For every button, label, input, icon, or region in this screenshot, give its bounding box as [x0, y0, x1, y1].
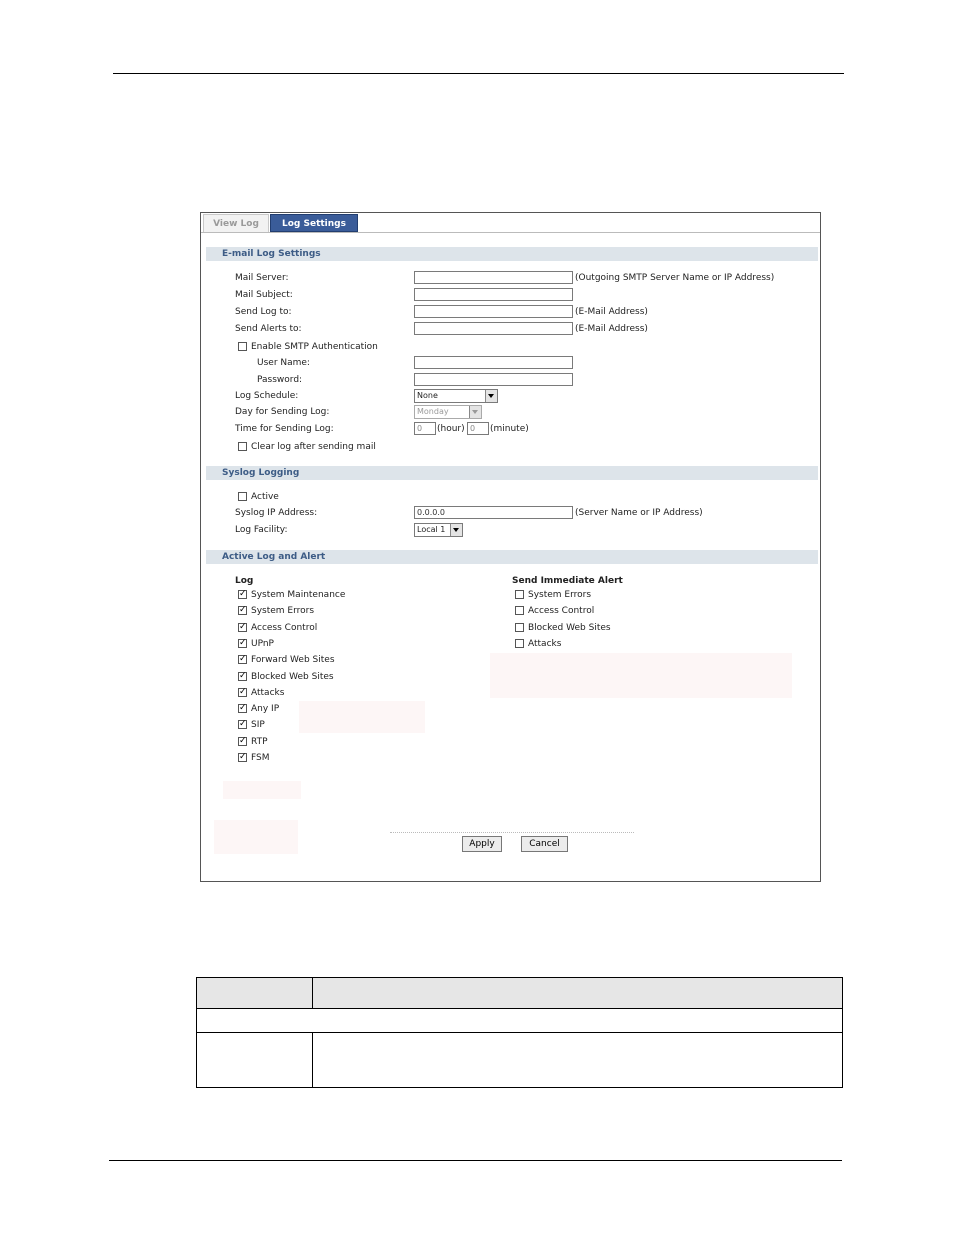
smtp-auth-checkbox[interactable]	[238, 342, 247, 351]
alert-item-label: Blocked Web Sites	[528, 622, 611, 633]
log-item-checkbox[interactable]: ✓	[239, 670, 247, 681]
table-header-cell	[313, 978, 843, 1009]
table-row	[197, 1009, 843, 1033]
table-row	[197, 1033, 843, 1088]
tab-bar	[201, 213, 820, 233]
log-schedule-label: Log Schedule:	[235, 391, 299, 401]
user-name-input[interactable]	[414, 356, 573, 369]
blank-region	[223, 781, 301, 799]
table-cell	[313, 1033, 843, 1088]
send-log-to-hint: (E-Mail Address)	[575, 307, 648, 317]
chevron-down-icon	[485, 390, 497, 402]
log-item-label: Access Control	[251, 622, 318, 633]
log-item-checkbox[interactable]: ✓	[239, 621, 247, 632]
log-facility-label: Log Facility:	[235, 525, 288, 535]
log-item-checkbox[interactable]: ✓	[239, 686, 247, 697]
apply-button[interactable]: Apply	[462, 836, 502, 852]
syslog-ip-input[interactable]	[414, 506, 573, 519]
tab-log-settings[interactable]: Log Settings	[270, 214, 358, 232]
log-column-header: Log	[235, 576, 254, 586]
log-item-label: Attacks	[251, 687, 285, 698]
day-for-sending-select[interactable]	[414, 405, 482, 419]
log-item-checkbox[interactable]: ✓	[239, 735, 247, 746]
alert-item-label: Access Control	[528, 606, 595, 617]
chevron-down-icon	[450, 524, 462, 536]
header-rule	[113, 73, 844, 74]
password-input[interactable]	[414, 373, 573, 386]
mail-server-hint: (Outgoing SMTP Server Name or IP Address)	[575, 273, 775, 283]
syslog-active-label: Active	[251, 492, 279, 502]
time-for-sending-label: Time for Sending Log:	[235, 424, 334, 434]
day-for-sending-value: Monday	[417, 407, 449, 416]
chevron-down-icon	[469, 406, 481, 418]
syslog-section-header: Syslog Logging	[206, 466, 818, 480]
alert-item-checkbox[interactable]	[515, 590, 524, 599]
footer-rule	[109, 1160, 842, 1161]
alert-item-label: Attacks	[528, 638, 562, 649]
send-alerts-to-input[interactable]	[414, 322, 573, 335]
minute-unit-label: (minute)	[490, 424, 529, 434]
email-section-header: E-mail Log Settings	[206, 247, 818, 261]
log-item-checkbox[interactable]: ✓	[239, 703, 247, 714]
log-facility-select[interactable]	[414, 523, 463, 537]
minute-input[interactable]	[467, 422, 489, 435]
mail-server-input[interactable]	[414, 271, 573, 284]
table-header-cell	[197, 978, 313, 1009]
log-item-checkbox[interactable]: ✓	[239, 637, 247, 648]
table-cell	[197, 1009, 843, 1033]
log-item-label: SIP	[251, 720, 265, 731]
blank-region	[490, 653, 792, 698]
mail-subject-input[interactable]	[414, 288, 573, 301]
alert-section-header: Active Log and Alert	[206, 550, 818, 564]
alert-column-header: Send Immediate Alert	[512, 576, 623, 586]
log-item-checkbox[interactable]: ✓	[239, 752, 247, 762]
log-item-checkbox[interactable]: ✓	[239, 719, 247, 730]
cancel-button[interactable]: Cancel	[521, 836, 568, 852]
alert-item-checkbox[interactable]	[515, 623, 524, 632]
log-settings-screenshot	[200, 212, 821, 882]
clear-log-label: Clear log after sending mail	[251, 442, 376, 452]
table-header-row	[197, 978, 843, 1009]
alert-item-checkbox[interactable]	[515, 639, 524, 648]
log-schedule-select[interactable]	[414, 389, 498, 403]
description-table	[196, 977, 843, 1088]
log-item-checkbox[interactable]: ✓	[239, 605, 247, 616]
log-item-label: FSM	[251, 753, 270, 763]
tab-view-log[interactable]: View Log	[203, 214, 269, 232]
day-for-sending-label: Day for Sending Log:	[235, 407, 330, 417]
mail-server-label: Mail Server:	[235, 273, 289, 283]
log-item-label: Any IP	[251, 704, 280, 715]
blank-region	[299, 701, 425, 733]
table-cell	[197, 1033, 313, 1088]
log-item-label: RTP	[251, 736, 268, 747]
password-label: Password:	[257, 375, 303, 385]
send-log-to-label: Send Log to:	[235, 307, 292, 317]
send-alerts-to-label: Send Alerts to:	[235, 324, 302, 334]
send-alerts-to-hint: (E-Mail Address)	[575, 324, 648, 334]
log-item-label: System Maintenance	[251, 590, 346, 600]
send-log-to-input[interactable]	[414, 305, 573, 318]
hour-input[interactable]	[414, 422, 436, 435]
separator-line	[390, 832, 634, 833]
syslog-active-checkbox[interactable]	[238, 492, 247, 501]
clear-log-checkbox[interactable]	[238, 442, 247, 451]
log-item-checkbox[interactable]: ✓	[239, 654, 247, 665]
log-item-label: Blocked Web Sites	[251, 671, 334, 682]
hour-unit-label: (hour)	[437, 424, 465, 434]
log-item-label: UPnP	[251, 638, 274, 649]
alert-item-checkbox[interactable]	[515, 606, 524, 615]
log-item-label: Forward Web Sites	[251, 655, 335, 666]
mail-subject-label: Mail Subject:	[235, 290, 293, 300]
smtp-auth-label: Enable SMTP Authentication	[251, 342, 378, 352]
user-name-label: User Name:	[257, 358, 310, 368]
log-item-label: System Errors	[251, 606, 315, 617]
blank-region	[214, 820, 298, 854]
syslog-ip-label: Syslog IP Address:	[235, 508, 318, 518]
syslog-ip-hint: (Server Name or IP Address)	[575, 508, 703, 518]
log-facility-value: Local 1	[417, 525, 446, 534]
log-schedule-value: None	[417, 391, 438, 400]
log-item-checkbox[interactable]: ✓	[239, 589, 247, 599]
alert-item-label: System Errors	[528, 590, 592, 600]
